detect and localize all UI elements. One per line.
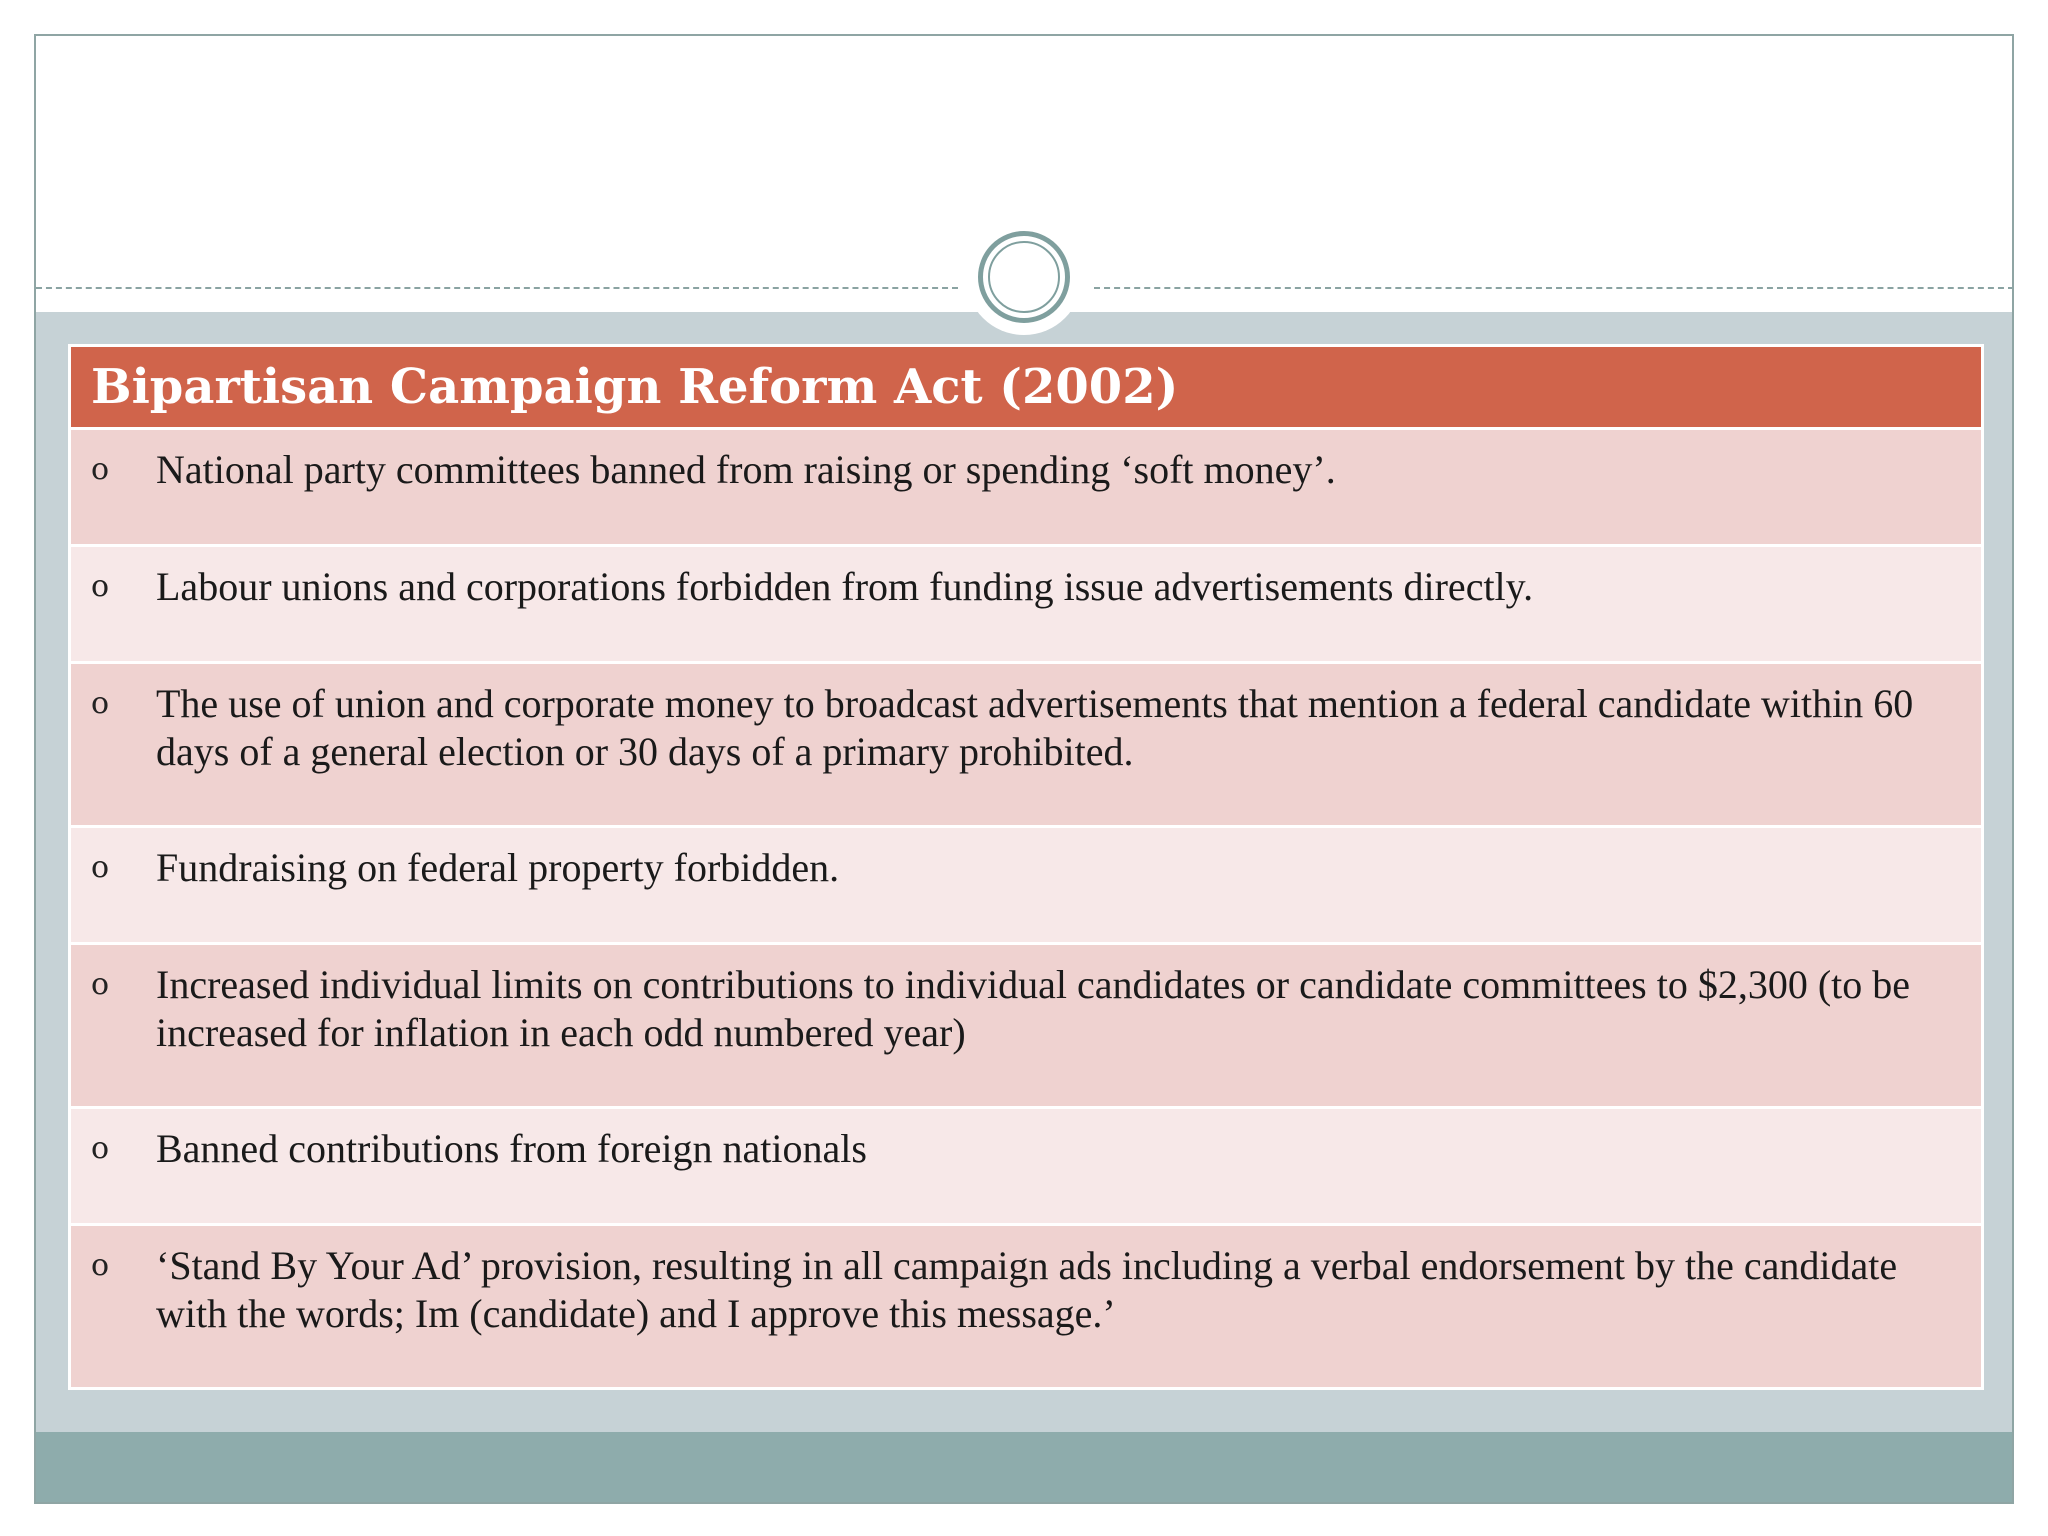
circle-ornament-icon	[978, 231, 1070, 323]
slide	[34, 34, 2014, 1504]
slide-title: Bipartisan Campaign Reform Act (2002)	[91, 359, 1179, 415]
list-item-text: Increased individual limits on contributions to individual candidates or candidate committees to $2,300 (to be increased for inflation in each odd numbered year)	[156, 962, 1911, 1055]
list-item-text: Fundraising on federal property forbidden.	[156, 845, 840, 890]
divider-dashed-right	[1094, 287, 2014, 289]
list-item	[71, 828, 1981, 942]
divider-dashed-left	[36, 287, 958, 289]
bullet-icon: o	[91, 1131, 110, 1166]
bullet-icon: o	[91, 686, 110, 721]
list-item	[71, 664, 1981, 825]
bullet-icon: o	[91, 967, 110, 1002]
list-item-text: Labour unions and corporations forbidden from funding issue advertisements directly.	[156, 564, 1534, 609]
list-item-text: National party committees banned from raising or spending ‘soft money’.	[156, 447, 1336, 492]
bullet-icon: o	[91, 569, 110, 604]
bottom-band	[36, 1432, 2012, 1504]
list-item	[71, 547, 1981, 661]
list-item-text: ‘Stand By Your Ad’ provision, resulting in all campaign ads including a verbal endorsement by the candidate with the words; Im (candidate) and I approve this message.’	[156, 1243, 1898, 1336]
list-item-text: The use of union and corporate money to broadcast advertisements that mention a federal candidate within 60 days of a general election or 30 days of a primary prohibited.	[156, 681, 1914, 774]
list-item-text: Banned contributions from foreign nationals	[156, 1126, 867, 1171]
table-header	[71, 347, 1981, 427]
list-item	[71, 430, 1981, 544]
list-item	[71, 1226, 1981, 1387]
bullet-icon: o	[91, 452, 110, 487]
bullet-icon: o	[91, 1248, 110, 1283]
bullet-icon: o	[91, 850, 110, 885]
list-item	[71, 945, 1981, 1106]
list-item	[71, 1109, 1981, 1223]
content-table	[68, 344, 1984, 1390]
